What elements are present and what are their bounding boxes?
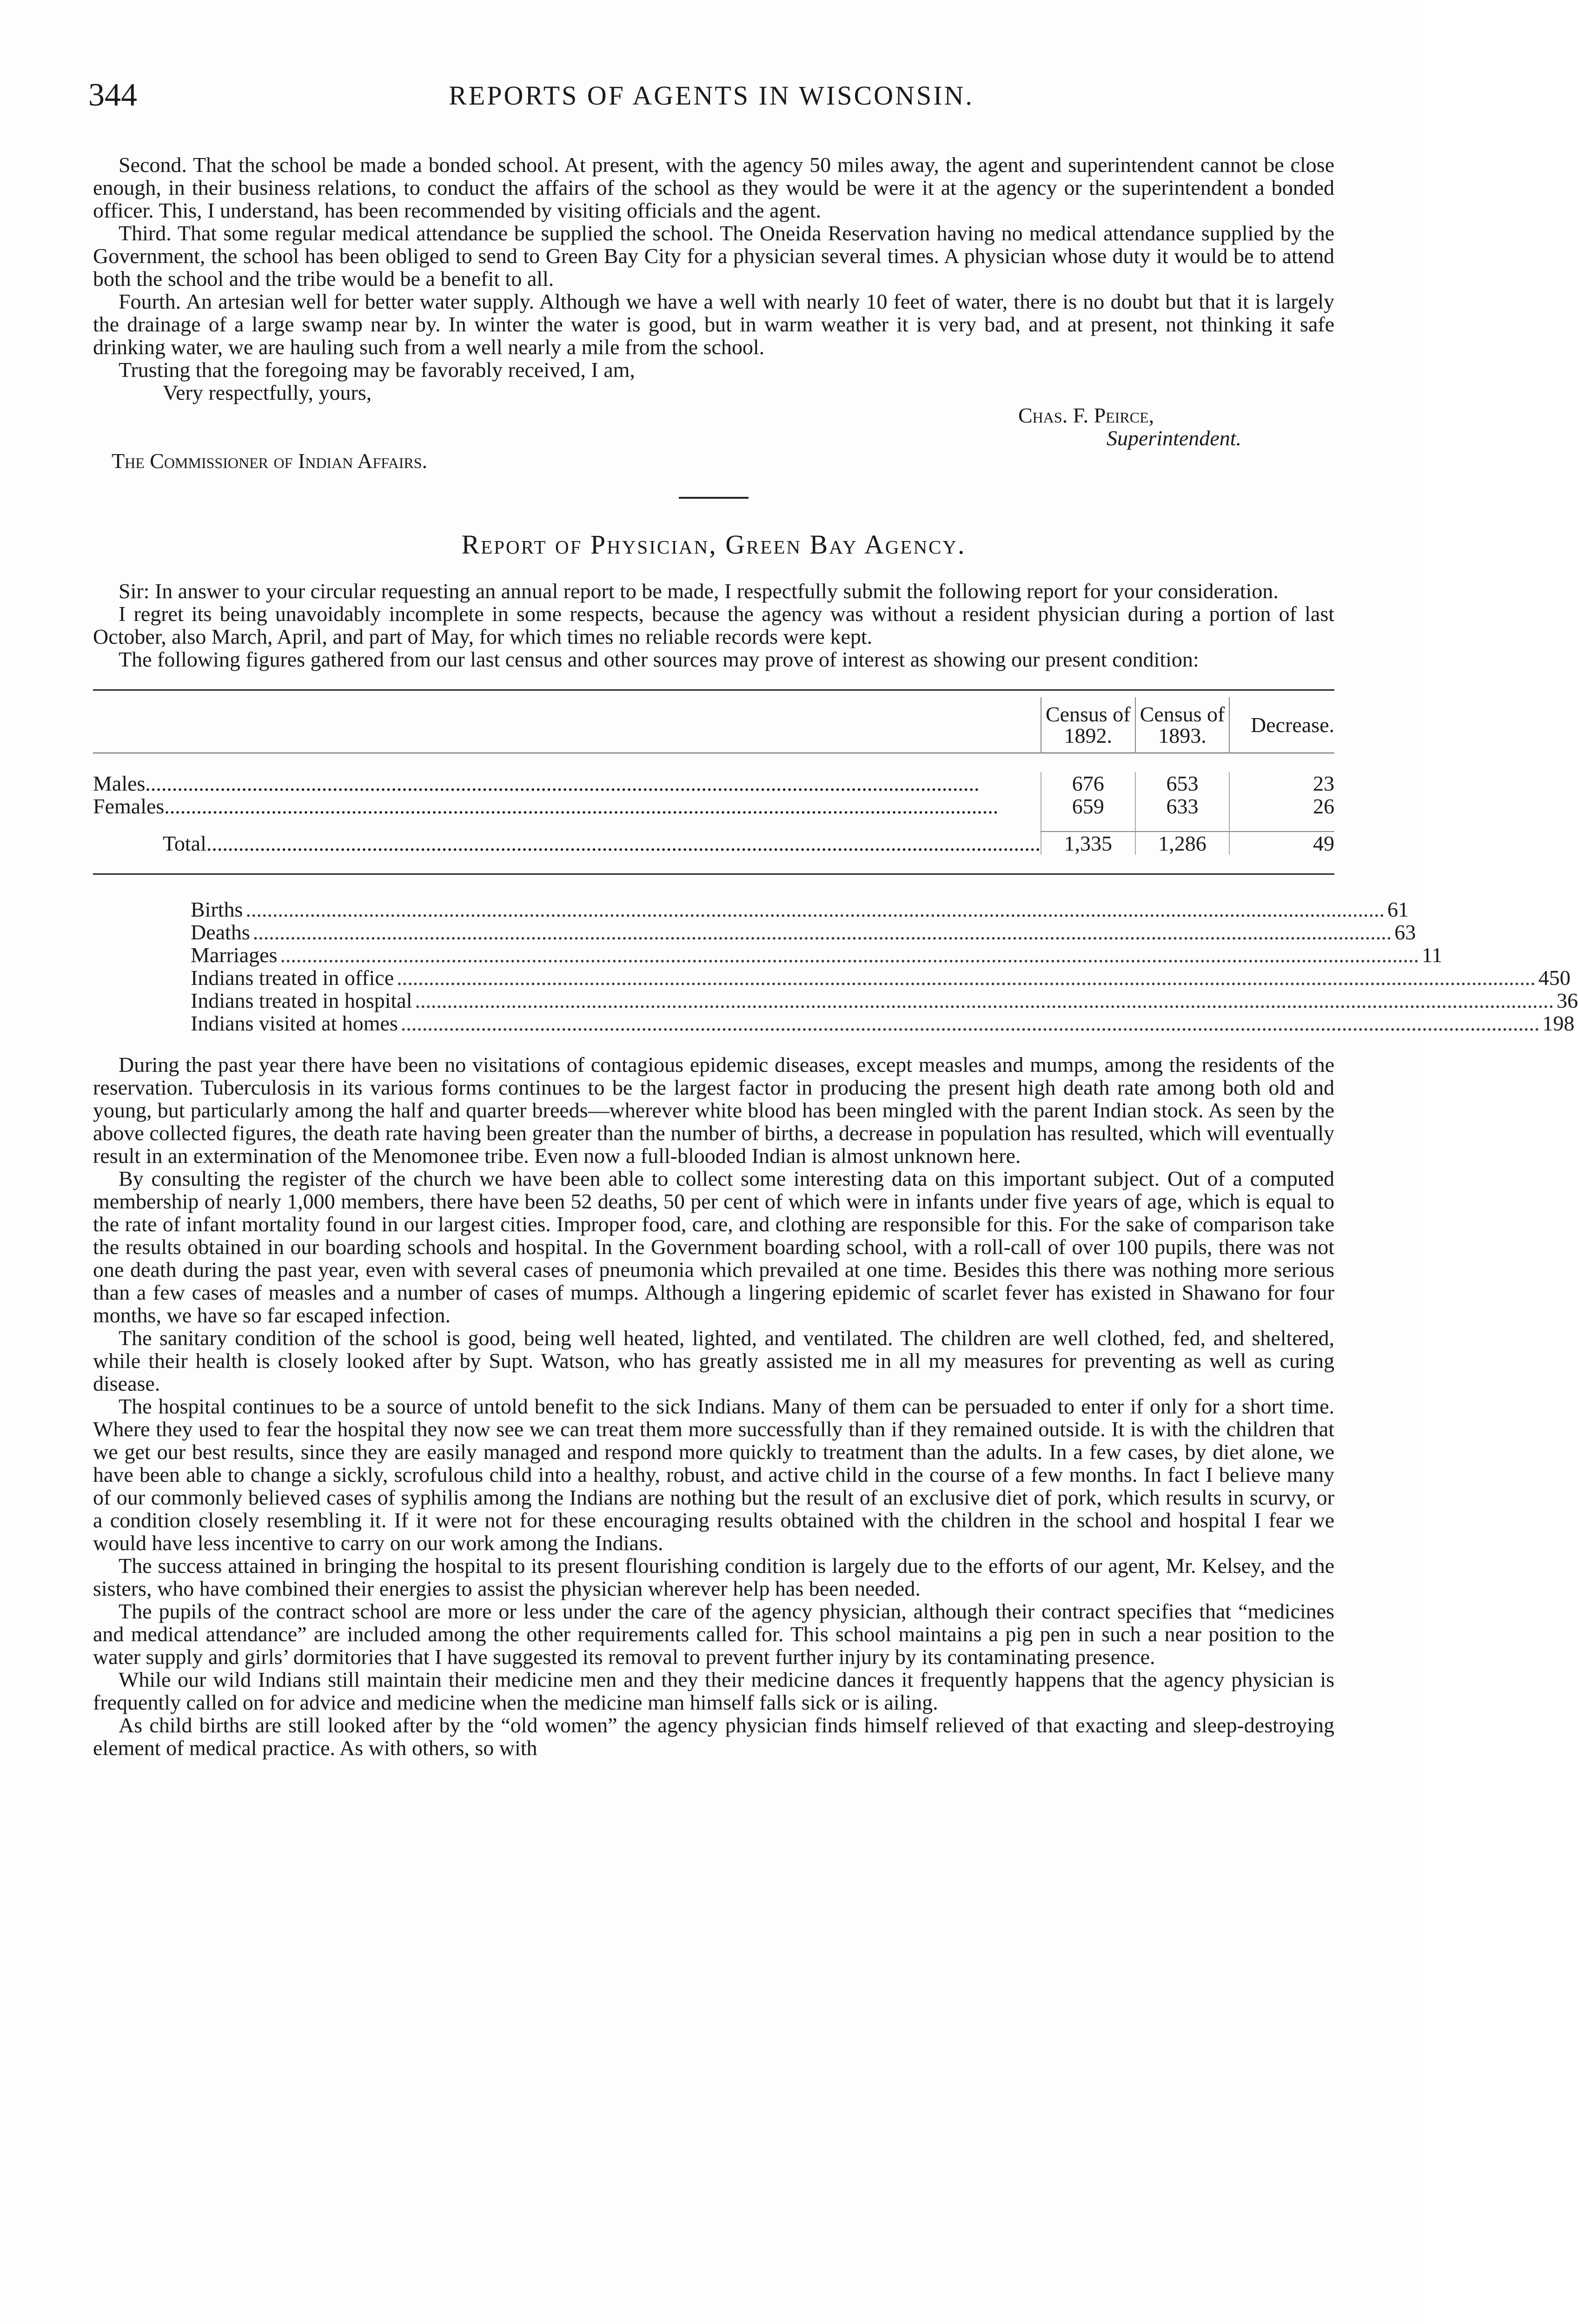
stat-value: 36 (1557, 989, 1578, 1012)
report-body-paragraph: During the past year there have been no visitations of contagious epidemic diseases, except measles and mumps, among the residents of the reservation. Tuberculosis in its various forms continues to be the largest factor in producing the present high death rate among both old and young, but particularly among the half and quarter breeds—wherever white blood has been mingled with the parent Indian stock. As seen by the above collected figures, the death rate having been greater than the number of births, a decrease in population has resulted, which will eventually result in an extermination of the Menomonee tribe. Even now a full-blooded Indian is almost unknown here. (93, 1053, 1334, 1168)
row-label: Males............................................................................................................................................................ (93, 772, 980, 795)
stat-label: Births (191, 898, 243, 921)
section-divider (679, 497, 749, 499)
letter-paragraph: Third. That some regular medical attendance be supplied the school. The Oneida Reservation having no medical attendance supplied by the Government, the school has been obliged to send to Green Bay City for a physician several times. A physician whose duty it would be to attend both the school and the tribe would be a benefit to all. (93, 221, 1334, 290)
signature-block (93, 404, 1334, 478)
stat-label: Indians treated in hospital (191, 989, 412, 1012)
signature-name: Chas. F. Peirce, (1018, 403, 1154, 427)
report-body-paragraph: By consulting the register of the church we have been able to collect some interesting data on this important subject. Out of a computed membership of nearly 1,000 members, there have been 52 deaths, 50 per cent of which were in infants under five years of age, which is equal to the rate of infant mortality found in our largest cities. Improper food, care, and clothing are responsible for this. For the sake of comparison take the results obtained in our boarding schools and hospital. In the Government boarding school, with a roll-call of over 100 pupils, there was not one death during the past year, even with several cases of pneumonia which prevailed at one time. Besides this there was nothing more serious than a few cases of measles and a number of cases of mumps. Although a lingering epidemic of scarlet fever has existed in Shawano for four months, we have so far escaped infection. (93, 1167, 1334, 1327)
cell-decrease: 23 (1229, 772, 1334, 795)
cell-1892: 659 (1041, 795, 1135, 818)
list-item: Marriages ..................................................................................................................................................................................................................... 11 (191, 943, 1443, 967)
stat-value: 11 (1421, 943, 1443, 967)
stat-value: 63 (1394, 920, 1416, 944)
report-body-paragraph: As child births are still looked after by the “old women” the agency physician finds himself relieved of that exacting and sleep-destroying element of medical practice. As with others, so with (93, 1713, 1334, 1760)
list-item: Indians treated in hospital ..................................................................................................................................................................................................................... 36 (191, 989, 1578, 1012)
cell-1893: 1,286 (1135, 832, 1230, 855)
census-header-row (93, 697, 1334, 753)
table-total-row (93, 832, 1334, 855)
letter-closing: Very respectfully, yours, (163, 381, 372, 404)
report-title: Report of Physician, Green Bay Agency. (461, 529, 966, 560)
signature-title: Superintendent. (1107, 426, 1241, 450)
list-item: Births ..................................................................................................................................................................................................................... 61 (191, 898, 1409, 921)
cell-1892: 1,335 (1041, 832, 1135, 855)
report-intro-paragraph: Sir: In answer to your circular requesting an annual report to be made, I respectfully submit the following report for your consideration. (119, 579, 1279, 603)
cell-1893: 653 (1135, 772, 1230, 795)
letter-paragraph: Trusting that the foregoing may be favorably received, I am, (119, 358, 635, 382)
letter-section (93, 153, 1578, 1760)
stat-label: Indians treated in office (191, 966, 394, 990)
list-item: Deaths ..................................................................................................................................................................................................................... 63 (191, 920, 1416, 944)
stats-list (191, 898, 1578, 1035)
stat-value: 450 (1538, 966, 1571, 990)
list-item: Indians visited at homes ..................................................................................................................................................................................................................... 198 (191, 1011, 1575, 1035)
stat-value: 198 (1542, 1011, 1575, 1035)
row-label: Females............................................................................................................................................................ (93, 794, 999, 818)
report-intro-paragraph: The following figures gathered from our last census and other sources may prove of interest as showing our present condition: (119, 647, 1199, 671)
cell-decrease: 26 (1229, 795, 1334, 818)
report-body-paragraph: The success attained in bringing the hospital to its present flourishing condition is largely due to the efforts of our agent, Mr. Kelsey, and the sisters, who have combined their energies to assist the physician wherever help has been needed. (93, 1554, 1334, 1600)
stat-label: Indians visited at homes (191, 1011, 398, 1035)
table-row (93, 772, 1334, 795)
stat-label: Marriages (191, 943, 278, 967)
cell-decrease: 49 (1229, 832, 1334, 855)
stat-value: 61 (1387, 898, 1409, 921)
stat-label: Deaths (191, 920, 250, 944)
letter-paragraph: Second. That the school be made a bonded school. At present, with the agency 50 miles away, the agent and superintendent cannot be close enough, in their business relations, to conduct the affairs of the school as they would be were it at the agency or the superintendent a bonded officer. This, I understand, has been recommended by visiting officials and the agent. (93, 153, 1334, 222)
report-body-paragraph: While our wild Indians still maintain their medicine men and they their medicine dances it frequently happens that the agency physician is frequently called on for advice and medicine when the medicine man himself falls sick or is ailing. (93, 1668, 1334, 1714)
running-head: REPORTS OF AGENTS IN WISCONSIN. (449, 80, 974, 111)
page-number: 344 (88, 77, 137, 113)
header-census-1892: Census of 1892. (1041, 697, 1135, 753)
list-item: Indians treated in office ..................................................................................................................................................................................................................... 450 (191, 966, 1571, 990)
report-body-paragraph: The hospital continues to be a source of untold benefit to the sick Indians. Many of them can be persuaded to enter if only for a short time. Where they used to fear the hospital they now see we can treat them more successfully than if they remained outside. It is with the children that we get our best results, since they are easily managed and respond more quickly to treatment than the adults. In a few cases, by diet alone, we have been able to change a sickly, scrofulous child into a healthy, robust, and active child in the course of a few months. In fact I believe many of our commonly believed cases of syphilis among the Indians are nothing but the result of an exclusive diet of pork, which results in scurvy, or a condition closely resembling it. If it were not for these encouraging results obtained with the children in the school and hospital I fear we would have less incentive to carry on our work among the Indians. (93, 1394, 1334, 1555)
cell-1893: 633 (1135, 795, 1230, 818)
row-label: Total............................................................................................................................................................ (163, 831, 1041, 855)
letter-addressee: The Commissioner of Indian Affairs. (112, 449, 428, 473)
report-intro-paragraph: I regret its being unavoidably incomplete in some respects, because the agency was without a resident physician during a portion of last October, also March, April, and part of May, for which times no reliable records were kept. (93, 602, 1334, 648)
table-row (93, 795, 1334, 818)
census-table (93, 689, 1334, 875)
report-body-paragraph: The pupils of the contract school are more or less under the care of the agency physician, although their contract specifies that “medicines and medical attendance” are included among the other requirements called for. This school maintains a pig pen in such a near position to the water supply and girls’ dormitories that I have suggested its removal to prevent further injury by its contaminating presence. (93, 1599, 1334, 1669)
report-body-paragraph: The sanitary condition of the school is good, being well heated, lighted, and ventilated. The children are well clothed, fed, and sheltered, while their health is closely looked after by Supt. Watson, who has greatly assisted me in all my measures for preventing as well as curing disease. (93, 1326, 1334, 1395)
header-census-1893: Census of 1893. (1135, 697, 1230, 753)
letter-paragraph: Fourth. An artesian well for better water supply. Although we have a well with nearly 10 feet of water, there is no doubt but that it is largely the drainage of a large swamp near by. In winter the water is good, but in warm weather it is very bad, and at present, not thinking it safe drinking water, we are hauling such from a well nearly a mile from the school. (93, 290, 1334, 359)
header-decrease: Decrease. (1229, 697, 1334, 753)
page-header (88, 77, 1334, 114)
cell-1892: 676 (1041, 772, 1135, 795)
